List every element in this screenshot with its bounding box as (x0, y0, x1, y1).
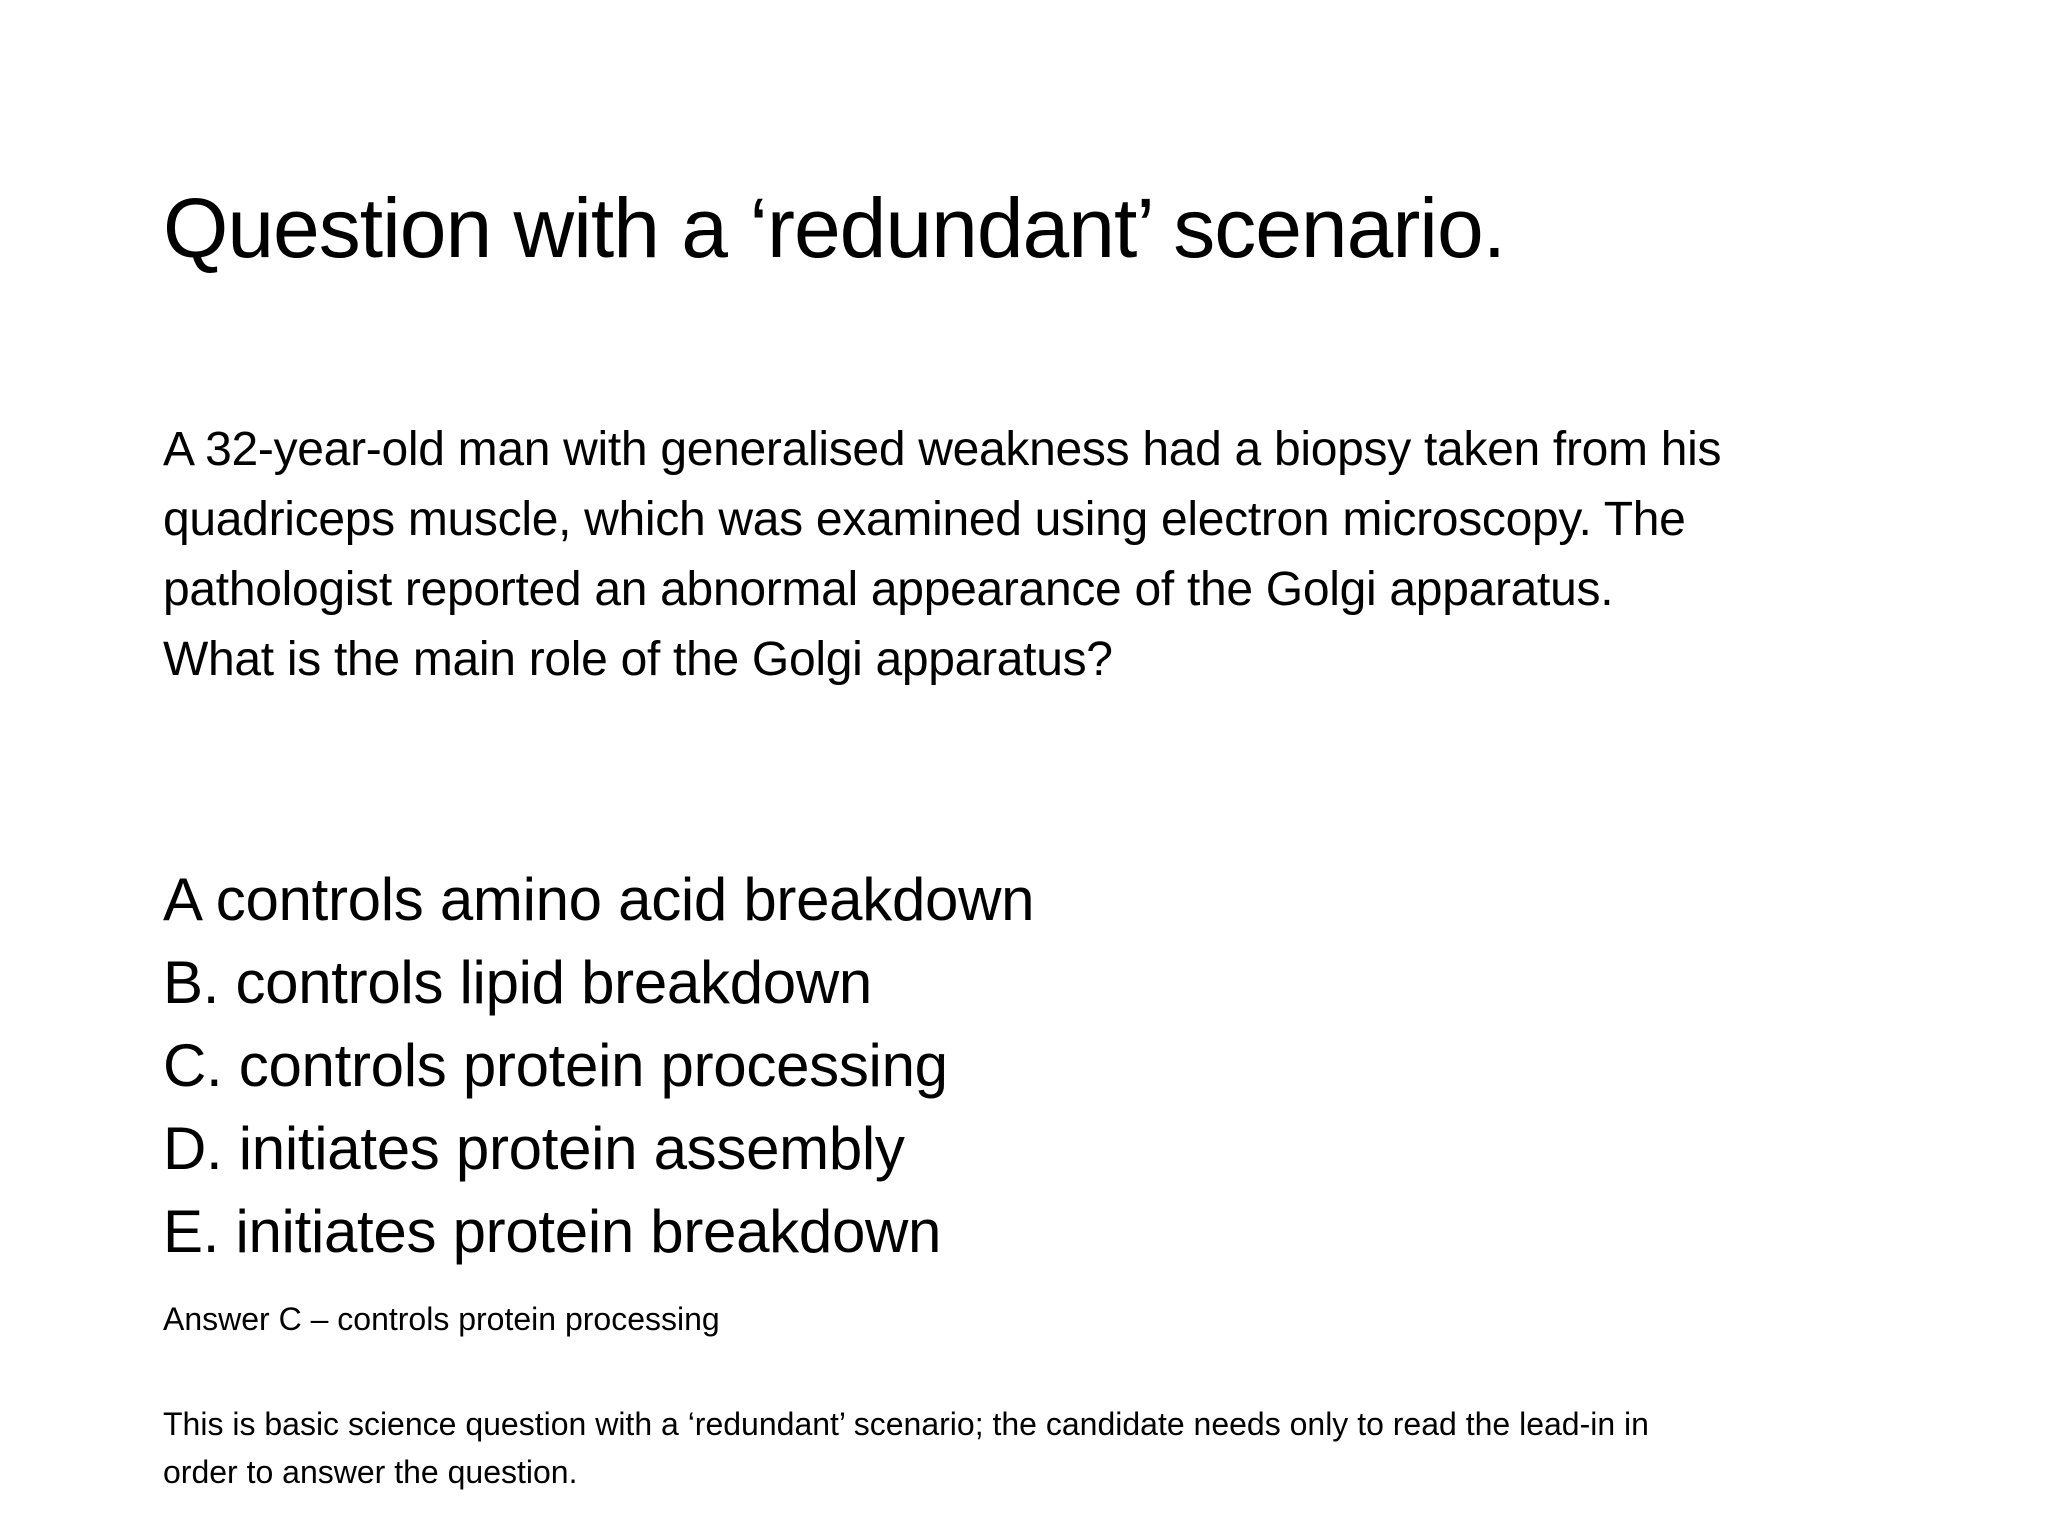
scenario-line: pathologist reported an abnormal appearance of the Golgi apparatus. (163, 563, 1614, 616)
answer-options-list (163, 858, 1663, 1273)
explanation-line: order to answer the question. (163, 1454, 578, 1490)
explanation-line: This is basic science question with a ‘redundant’ scenario; the candidate needs only to read the lead-in in (163, 1406, 1649, 1442)
question-scenario (163, 415, 1923, 695)
scenario-line: A 32-year-old man with generalised weakness had a biopsy taken from his (163, 423, 1722, 476)
option-a: A controls amino acid breakdown (163, 866, 1035, 933)
explanation-text (163, 1400, 1943, 1496)
option-d: D. initiates protein assembly (163, 1115, 905, 1182)
answer-text: Answer C – controls protein processing (163, 1301, 720, 1337)
lead-in-question: What is the main role of the Golgi apparatus? (163, 633, 1113, 686)
option-b: B. controls lipid breakdown (163, 949, 872, 1016)
slide-title: Question with a ‘redundant’ scenario. (163, 181, 1506, 275)
option-c: C. controls protein processing (163, 1032, 948, 1099)
option-e: E. initiates protein breakdown (163, 1198, 942, 1265)
scenario-line: quadriceps muscle, which was examined using electron microscopy. The (163, 493, 1686, 546)
